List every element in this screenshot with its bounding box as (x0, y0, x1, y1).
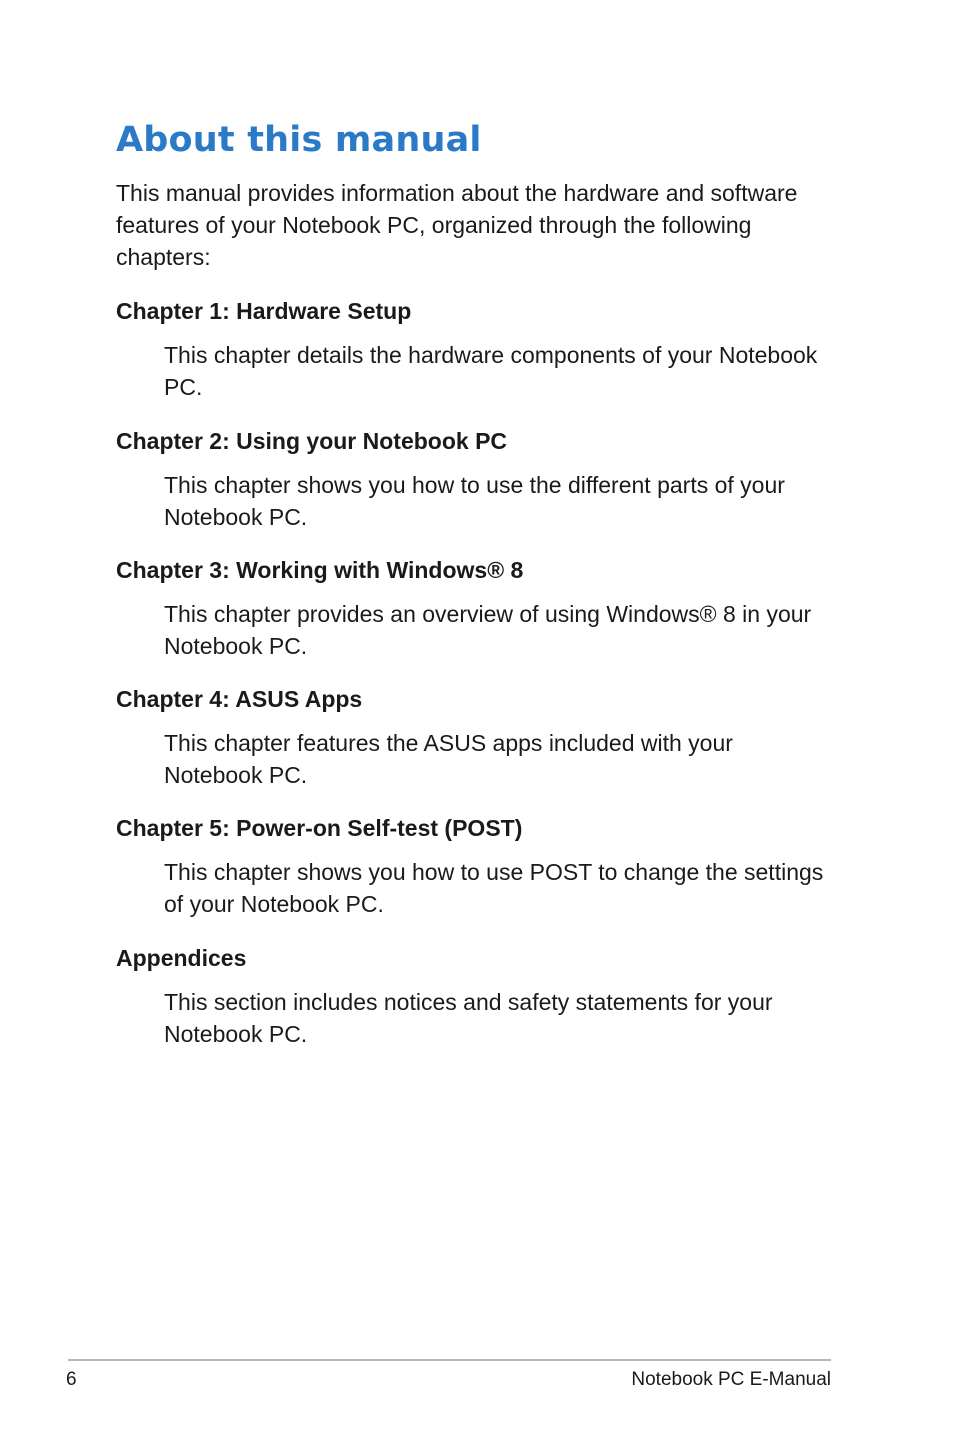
footer-document-title: Notebook PC E-Manual (631, 1369, 831, 1390)
chapter-1-heading: Chapter 1: Hardware Setup (116, 298, 412, 324)
chapter-1-description: This chapter details the hardware components of your Notebook PC. (164, 342, 818, 400)
appendices-heading: Appendices (116, 945, 247, 971)
chapter-5-heading: Chapter 5: Power-on Self-test (POST) (116, 815, 523, 841)
appendices-section (116, 943, 836, 1050)
chapter-4-section (116, 684, 836, 791)
chapter-4-description: This chapter features the ASUS apps included with your Notebook PC. (164, 730, 733, 788)
chapter-3-heading: Chapter 3: Working with Windows® 8 (116, 557, 524, 583)
page-title: About this manual (116, 120, 482, 160)
chapter-2-section (116, 426, 836, 533)
chapter-5-section (116, 813, 836, 920)
appendices-description: This section includes notices and safety statements for your Notebook PC. (164, 989, 773, 1047)
chapter-3-section (116, 555, 836, 662)
chapter-3-description: This chapter provides an overview of using Windows® 8 in your Notebook PC. (164, 601, 812, 659)
chapter-2-heading: Chapter 2: Using your Notebook PC (116, 428, 508, 454)
page-number: 6 (66, 1369, 77, 1390)
footer-divider (68, 1359, 831, 1361)
intro-paragraph: This manual provides information about the hardware and software features of your Notebook PC, organized through the following chapters: (116, 180, 798, 270)
chapter-5-description: This chapter shows you how to use POST to change the settings of your Notebook PC. (164, 859, 824, 917)
chapter-1-section (116, 296, 836, 403)
chapter-2-description: This chapter shows you how to use the different parts of your Notebook PC. (164, 472, 785, 530)
chapter-4-heading: Chapter 4: ASUS Apps (116, 686, 363, 712)
